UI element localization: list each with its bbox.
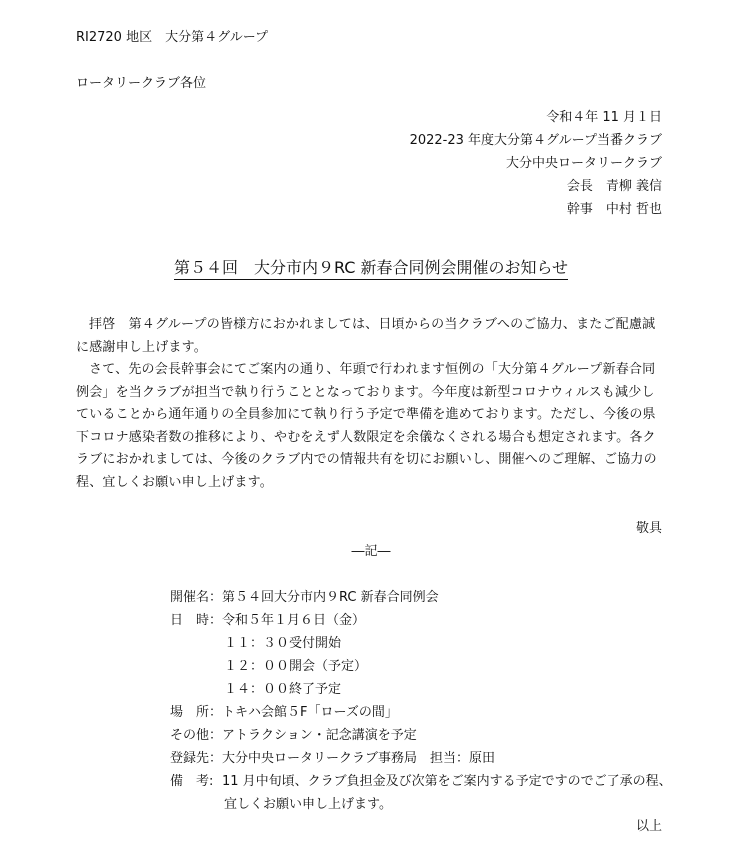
- detail-date: [170, 612, 365, 630]
- secretary: 幹事 中村 哲也: [566, 202, 662, 217]
- issue-date: 令和４年 11 月１日: [546, 110, 662, 125]
- detail-label: 場 所：: [170, 705, 223, 720]
- detail-label: 日 時：: [170, 613, 223, 628]
- body-paragraph-1: 拝啓 第４グループの皆様方におかれましては、日頃からの当クラブへのご協力、またご配慮誠に感謝申し上げます。: [76, 317, 656, 355]
- detail-label: その他：: [170, 728, 223, 743]
- document-title: [0, 257, 742, 279]
- detail-value: 11 月中旬頃、クラブ負担金及び次第をご案内する予定ですのでご了承の程、: [222, 774, 672, 789]
- host-club: 2022-23 年度大分第４グループ当番クラブ: [409, 133, 662, 148]
- detail-label: 登録先：: [170, 751, 223, 766]
- body-paragraph-2: さて、先の会長幹事会にてご案内の通り、年頭で行われます恒例の「大分第４グループ新春合同例会」を当クラブが担当で執り行うこととなっております。今年度は新型コロナウィルスも減少していることから通年通りの全員参加にて執り行う予定で準備を進めております。ただし、今後の県下コロナ感染者数の推移により、やむをえず人数限定を余儀なくされる場合も想定されます。各クラブにおかれましては、今後のクラブ内での情報共有を切にお願いし、開催へのご理解、ご協力の程、宜しくお願い申し上げます。: [76, 362, 657, 490]
- detail-time-reception: １１：３０受付開始: [224, 636, 342, 651]
- detail-time-opening: １２：００開会（予定）: [224, 659, 368, 674]
- detail-other: [170, 727, 417, 745]
- detail-value: アトラクション・記念講演を予定: [222, 728, 417, 743]
- document-title-text: 第５４回 大分市内９RC 新春合同例会開催のお知らせ: [174, 258, 568, 280]
- detail-label: 開催名：: [170, 590, 223, 605]
- detail-label: 備 考:: [170, 774, 214, 789]
- president: 会長 青柳 義信: [566, 179, 662, 194]
- club-name: 大分中央ロータリークラブ: [505, 156, 662, 171]
- detail-note: [170, 773, 672, 791]
- detail-value: 大分中央ロータリークラブ事務局 担当：原田: [222, 751, 496, 766]
- detail-note-continued: 宜しくお願い申し上げます。: [224, 797, 392, 812]
- district-header: RI2720 地区 大分第４グループ: [76, 30, 269, 45]
- end-mark: 以上: [635, 819, 662, 834]
- addressee: ロータリークラブ各位: [76, 76, 207, 91]
- detail-time-closing: １４：００終了予定: [224, 682, 342, 697]
- detail-value: 第５４回大分市内９RC 新春合同例会: [222, 590, 439, 605]
- closing-word: 敬具: [635, 521, 662, 536]
- detail-contact: [170, 750, 495, 768]
- body-text: [76, 314, 666, 494]
- detail-value: 令和５年１月６日（金）: [222, 613, 366, 628]
- record-heading: ―記―: [351, 544, 391, 559]
- detail-value: トキハ会館５F「ローズの間」: [222, 705, 398, 720]
- detail-venue: [170, 704, 398, 722]
- detail-event-name: [170, 589, 439, 607]
